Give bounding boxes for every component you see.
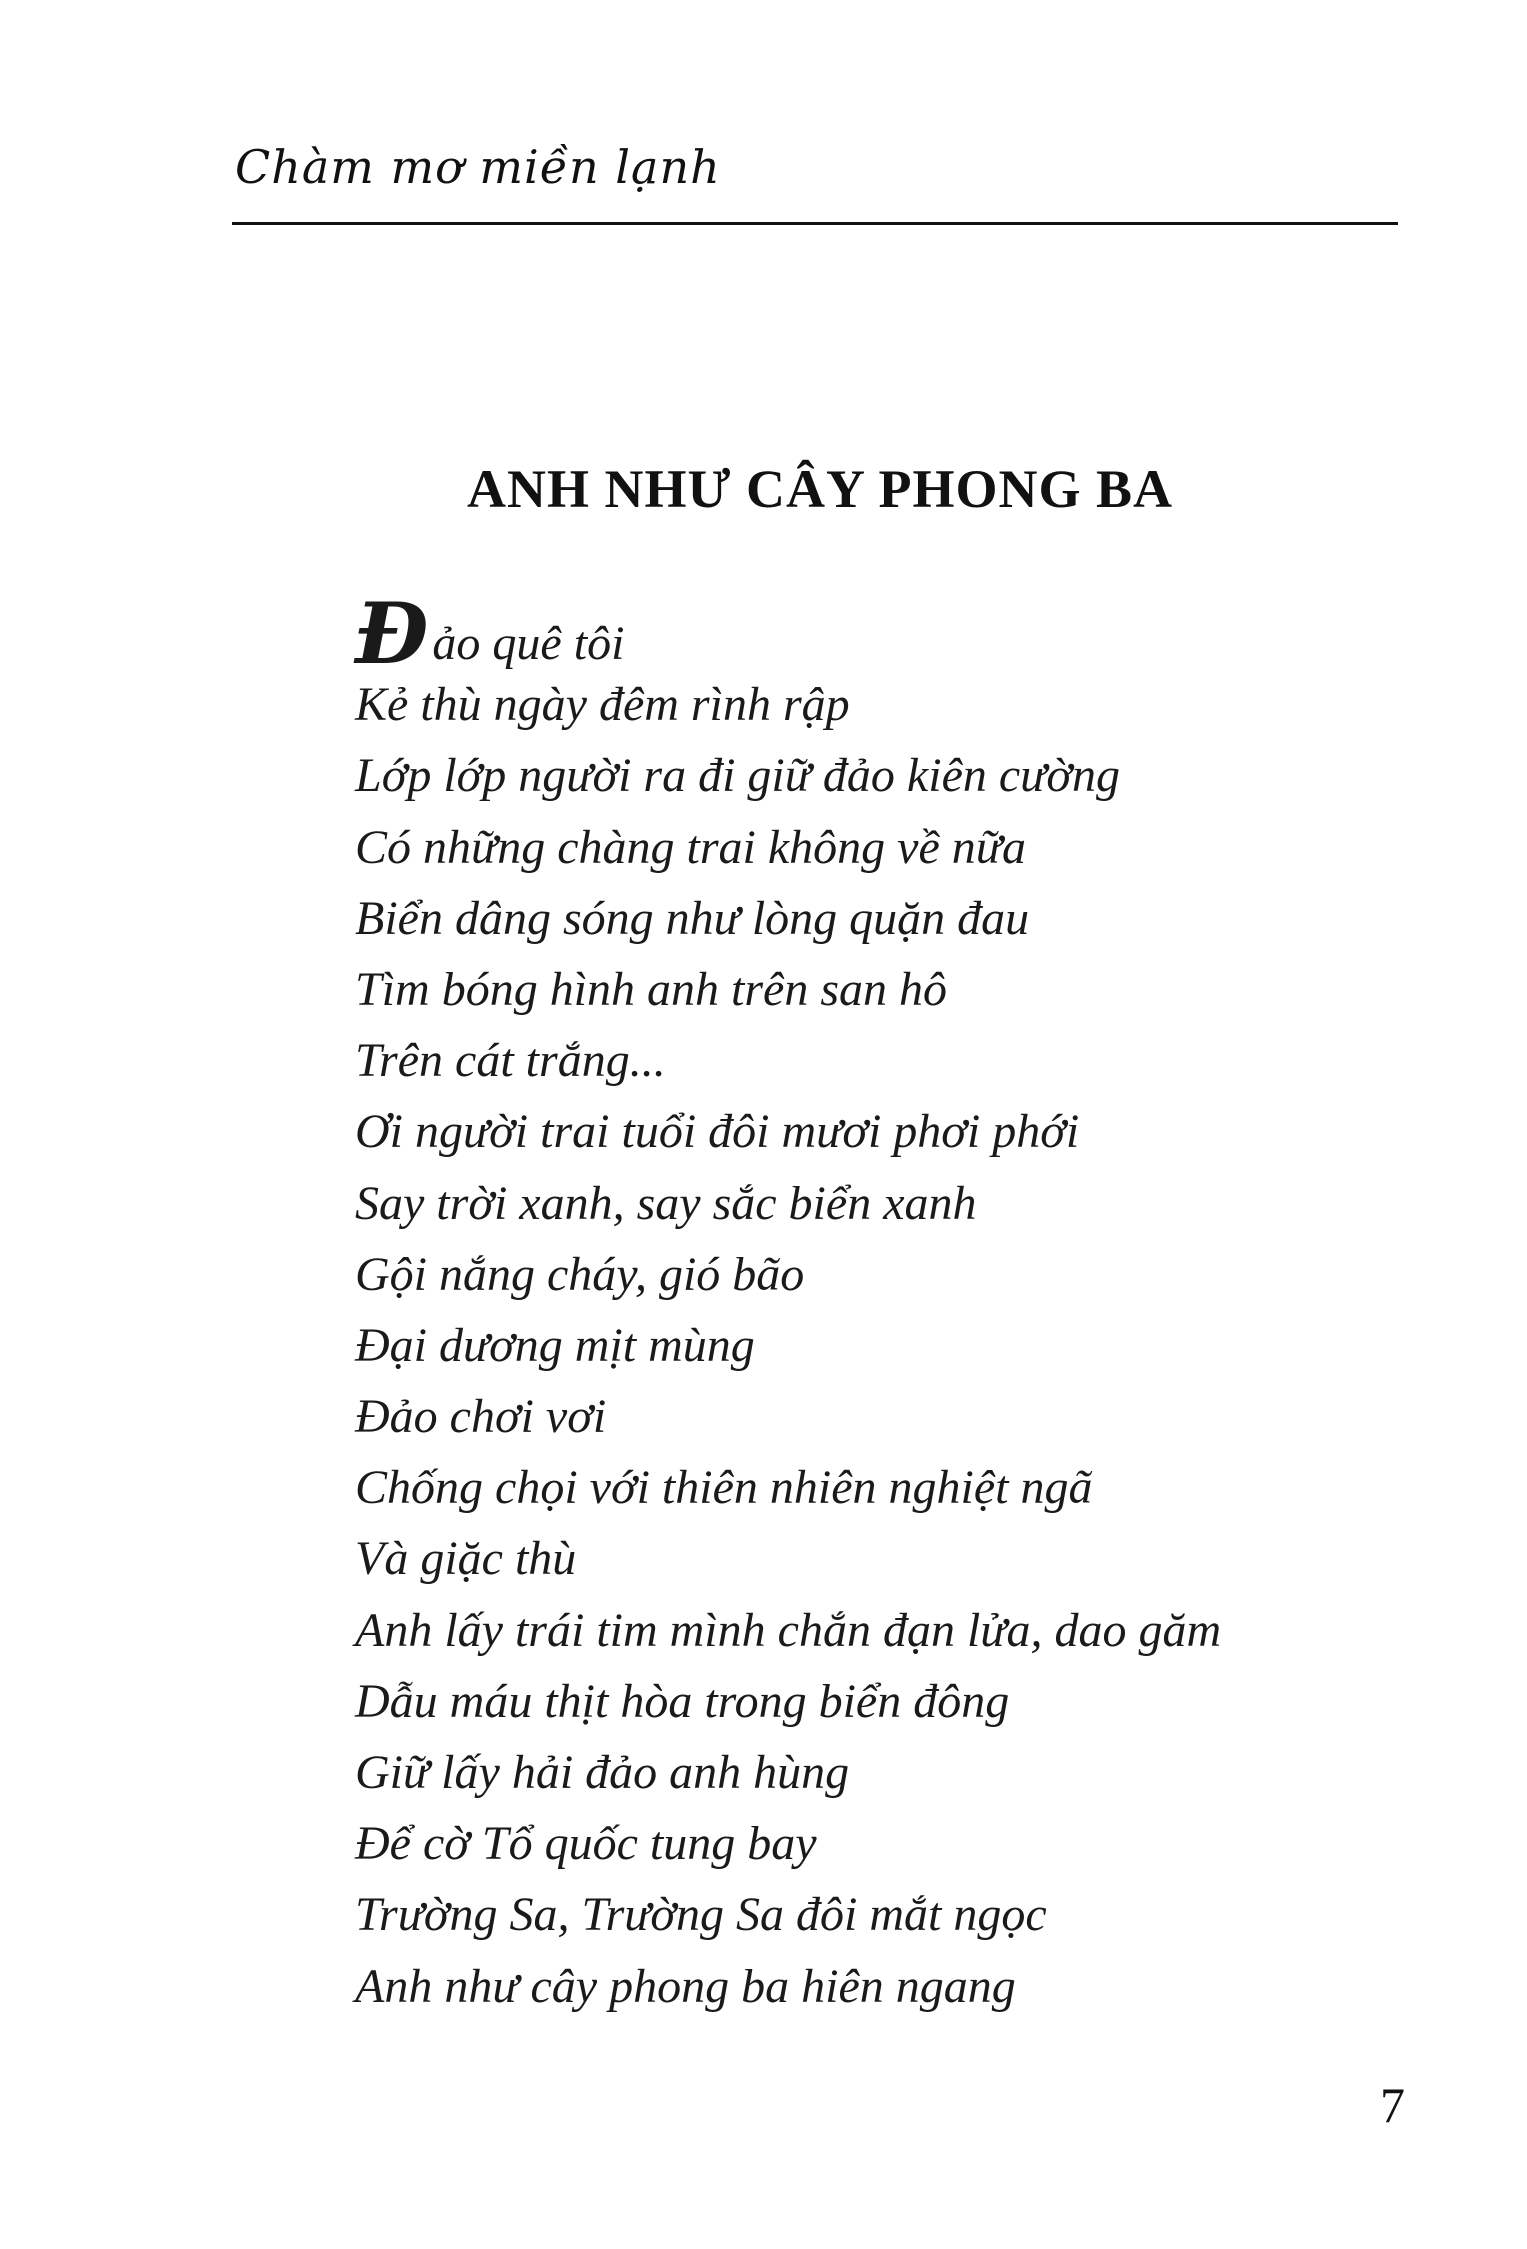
poem-line: Kẻ thù ngày đêm rình rập [355,678,850,732]
poem-line: Chống chọi với thiên nhiên nghiệt ngã [355,1461,1093,1515]
poem-line: Trường Sa, Trường Sa đôi mắt ngọc [355,1888,1047,1942]
header-rule [232,222,1398,225]
poem-line: Tìm bóng hình anh trên san hô [355,962,948,1016]
poem-title: ANH NHƯ CÂY PHONG BA [467,459,1173,519]
poem-line: Ơi người trai tuổi đôi mươi phơi phới [355,1105,1080,1159]
poem-line: Say trời xanh, say sắc biển xanh [355,1176,977,1230]
poem-line: Dẫu máu thịt hòa trong biển đông [355,1674,1010,1728]
poem-line: Có những chàng trai không về nữa [355,820,1026,874]
poem-line: Trên cát trắng... [355,1034,666,1088]
poem-line: Anh lấy trái tim mình chắn đạn lửa, dao găm [355,1603,1222,1657]
drop-cap: Đ [355,584,429,683]
poem-line: Để cờ Tổ quốc tung bay [355,1817,817,1871]
poem-line: Anh như cây phong ba hiên ngang [355,1959,1016,2013]
poem-line: Đại dương mịt mùng [355,1318,755,1372]
page-number: 7 [1380,2077,1405,2133]
running-header: Chàm mơ miền lạnh [235,140,721,194]
poem-line-first [355,584,1221,683]
poem-line: Và giặc thù [355,1532,577,1586]
poem-line-first-text: ảo quê tôi [432,617,625,670]
poem-body [355,584,1222,2022]
poem-line: Gội nắng cháy, gió bão [355,1247,805,1301]
poem-line: Đảo chơi vơi [355,1390,607,1444]
poem-line: Giữ lấy hải đảo anh hùng [355,1746,850,1799]
poem-line: Lớp lớp người ra đi giữ đảo kiên cường [355,749,1120,803]
poem-line: Biển dâng sóng như lòng quặn đau [355,891,1030,945]
